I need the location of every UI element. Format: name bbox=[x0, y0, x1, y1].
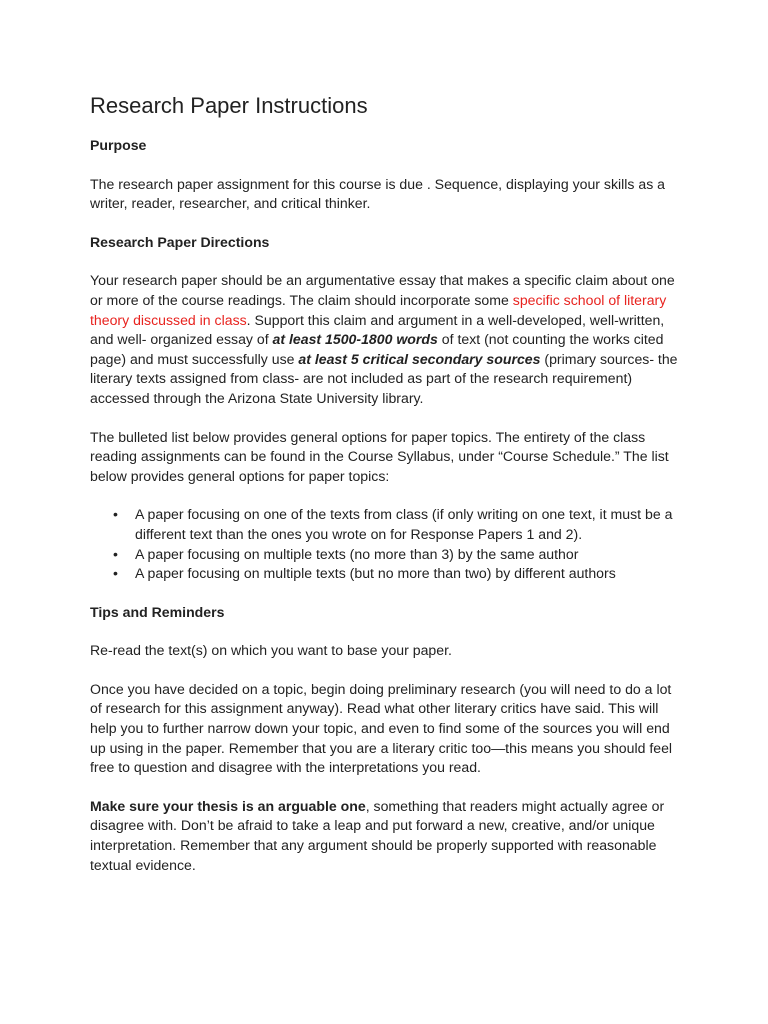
directions-text-b: . Support this claim and argument in a well-developed, well-written, and well- organized essay of bbox=[90, 311, 665, 348]
bullet-icon: • bbox=[113, 506, 118, 523]
list-item-text: A paper focusing on multiple texts (but no more than two) by different authors bbox=[135, 565, 616, 582]
tips-paragraph-3 bbox=[90, 797, 680, 875]
list-item-text: A paper focusing on one of the texts from class (if only writing on one text, it must be a different text than the ones you wrote on for Response Papers 1 and 2). bbox=[135, 506, 673, 542]
word-count-requirement: at least 1500-1800 words bbox=[272, 331, 438, 348]
list-item bbox=[113, 564, 680, 584]
bullet-icon: • bbox=[113, 565, 118, 582]
topic-options-list bbox=[90, 505, 680, 583]
directions-text-d: (primary sources- the literary texts assigned from class- are not included as part of the research requirement) accessed through the Arizona State University library. bbox=[90, 350, 678, 406]
tips-text-rest: , something that readers might actually agree or disagree with. Don’t be afraid to take a leap and put forward a new, creative, and/or unique interpretation. Remember that any argument should be properly supported with reasonable textual evidence. bbox=[90, 797, 665, 873]
tips-paragraph-1: Re-read the text(s) on which you want to base your paper. bbox=[90, 642, 452, 659]
directions-text-a: Your research paper should be an argumentative essay that makes a specific claim about one or more of the course readings. The claim should incorporate some bbox=[90, 272, 675, 308]
list-item bbox=[113, 545, 680, 565]
tips-heading: Tips and Reminders bbox=[90, 603, 225, 620]
purpose-paragraph: The research paper assignment for this course is due . Sequence, displaying your skills as a writer, reader, researcher, and critical thinker. bbox=[90, 175, 666, 212]
thesis-emphasis: Make sure your thesis is an arguable one bbox=[90, 797, 366, 814]
document-page bbox=[90, 92, 680, 894]
directions-paragraph-2: The bulleted list below provides general options for paper topics. The entirety of the class reading assignments can be found in the Course Syllabus, under “Course Schedule.” The list below provides general options for paper topics: bbox=[90, 428, 669, 484]
directions-text-c: of text (not counting the works cited page) and must successfully use bbox=[90, 331, 664, 367]
list-item bbox=[113, 505, 680, 544]
bullet-icon: • bbox=[113, 545, 118, 562]
directions-heading: Research Paper Directions bbox=[90, 233, 270, 250]
directions-paragraph-1 bbox=[90, 271, 680, 408]
literary-theory-highlight: specific school of literary theory discussed in class bbox=[90, 291, 667, 328]
list-item-text: A paper focusing on multiple texts (no more than 3) by the same author bbox=[135, 545, 579, 562]
document-title: Research Paper Instructions bbox=[90, 93, 368, 118]
tips-paragraph-2: Once you have decided on a topic, begin doing preliminary research (you will need to do a lot of research for this assignment anyway). Read what other literary critics have said. This will help you to further narrow down your topic, and even to find some of the sources you will end up using in the paper. Remember that you are a literary critic too—this means you should feel free to question and disagree with the interpretations you read. bbox=[90, 680, 673, 776]
purpose-heading: Purpose bbox=[90, 137, 147, 153]
sources-requirement: at least 5 critical secondary sources bbox=[298, 350, 541, 367]
